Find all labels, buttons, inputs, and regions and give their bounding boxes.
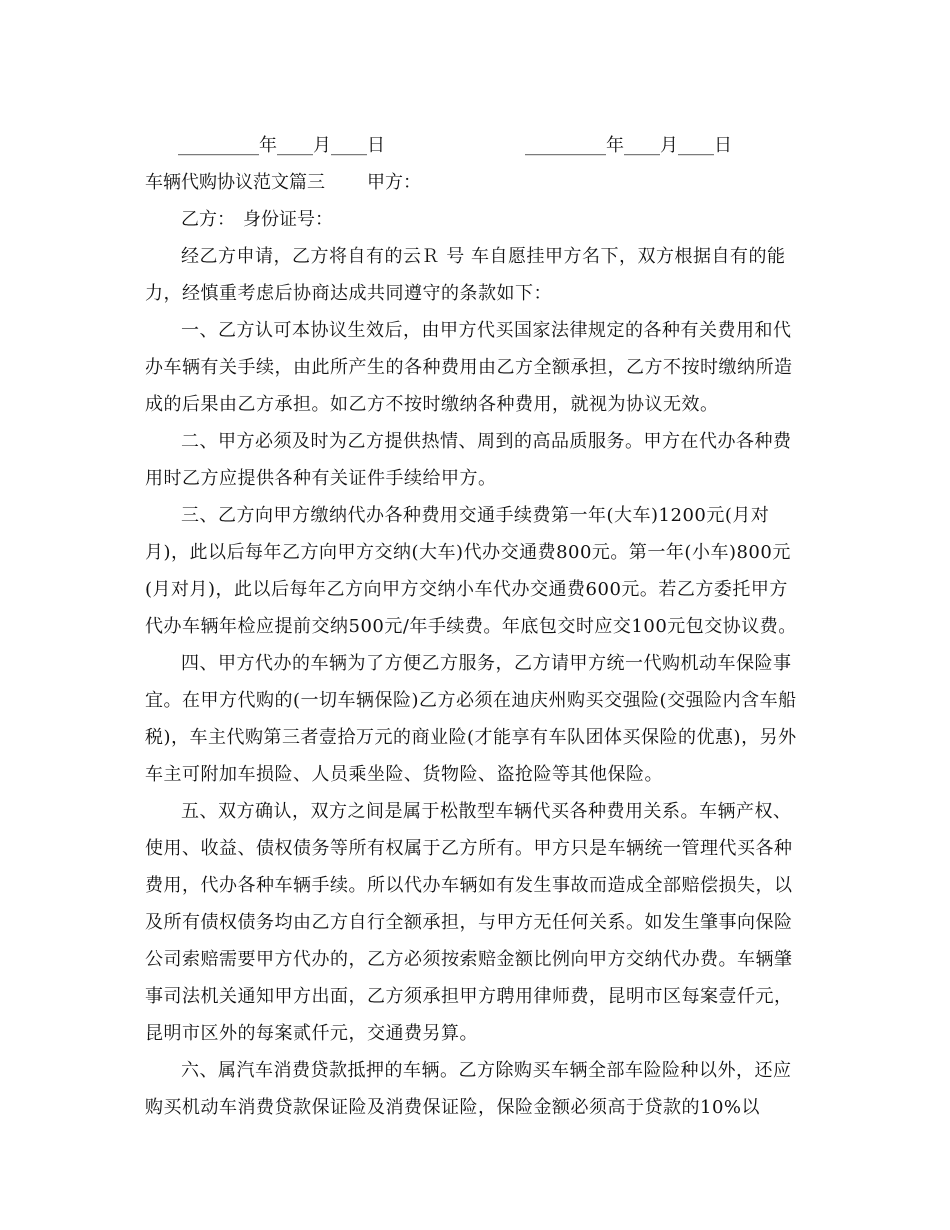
date-blank-left: _________年____月____日 [178,135,385,156]
clause-1-line: 一、乙方认可本协议生效后，由甲方代买国家法律规定的各种有关费用和代 [181,320,792,341]
document-title: 车辆代购协议范文篇三 [145,172,325,193]
clause-6-line: 购买机动车消费贷款保证险及消费保证险，保险金额必须高于贷款的10%以 [145,1097,761,1118]
clause-5-line: 使用、收益、债权债务等所有权属于乙方所有。甲方只是车辆统一管理代买各种 [145,838,793,859]
date-blank-right: _________年____月____日 [525,135,732,156]
clause-5-line: 五、双方确认，双方之间是属于松散型车辆代买各种费用关系。车辆产权、 [181,801,792,822]
clause-3-line: 三、乙方向甲方缴纳代办各种费用交通手续费第一年(大车)1200元(月对 [181,505,770,526]
clause-1-line: 成的后果由乙方承担。如乙方不按时缴纳各种费用，就视为协议无效。 [145,394,719,415]
clause-5-line: 及所有债权债务均由乙方自行全额承担，与甲方无任何关系。如发生肇事向保险 [145,912,793,933]
id-number-label: 身份证号： [243,209,333,230]
clause-5-line: 公司索赔需要甲方代办的，乙方必须按索赔金额比例向甲方交纳代办费。车辆肇 [145,949,793,970]
clause-5-line: 事司法机关通知甲方出面，乙方须承担甲方聘用律师费，昆明市区每案壹仟元， [145,986,793,1007]
clause-3-line: 月)，此以后每年乙方向甲方交纳(大车)代办交通费800元。第一年(小车)800元 [145,542,791,563]
party-a-label: 甲方： [367,172,421,193]
clause-2-line: 用时乙方应提供各种有关证件手续给甲方。 [145,468,497,489]
clause-2-line: 二、甲方必须及时为乙方提供热情、周到的高品质服务。甲方在代办各种费 [181,431,792,452]
clause-4-line: 税)，车主代购第三者壹拾万元的商业险(才能享有车队团体买保险的优惠)，另外 [145,727,797,748]
clause-3-line: 代办车辆年检应提前交纳500元/年手续费。年底包交时应交100元包交协议费。 [145,616,797,637]
clause-1-line: 办车辆有关手续，由此所产生的各种费用由乙方全额承担，乙方不按时缴纳所造 [145,357,793,378]
clause-4-line: 四、甲方代办的车辆为了方便乙方服务，乙方请甲方统一代购机动车保险事 [181,653,792,674]
clause-4-line: 宜。在甲方代购的(一切车辆保险)乙方必须在迪庆州购买交强险(交强险内含车船 [145,690,797,711]
clause-3-line: (月对月)，此以后每年乙方向甲方交纳小车代办交通费600元。若乙方委托甲方 [145,579,788,600]
clause-5-line: 昆明市区外的每案贰仟元，交通费另算。 [145,1023,478,1044]
body-line: 力，经慎重考虑后协商达成共同遵守的条款如下： [145,283,552,304]
clause-6-line: 六、属汽车消费贷款抵押的车辆。乙方除购买车辆全部车险险种以外，还应 [181,1060,792,1081]
clause-4-line: 车主可附加车损险、人员乘坐险、货物险、盗抢险等其他保险。 [145,764,663,785]
party-b-label: 乙方： [181,209,235,230]
clause-5-line: 费用，代办各种车辆手续。所以代办车辆如有发生事故而造成全部赔偿损失，以 [145,875,793,896]
body-line: 经乙方申请，乙方将自有的云Ｒ 号 车自愿挂甲方名下，双方根据自有的能 [181,246,786,267]
